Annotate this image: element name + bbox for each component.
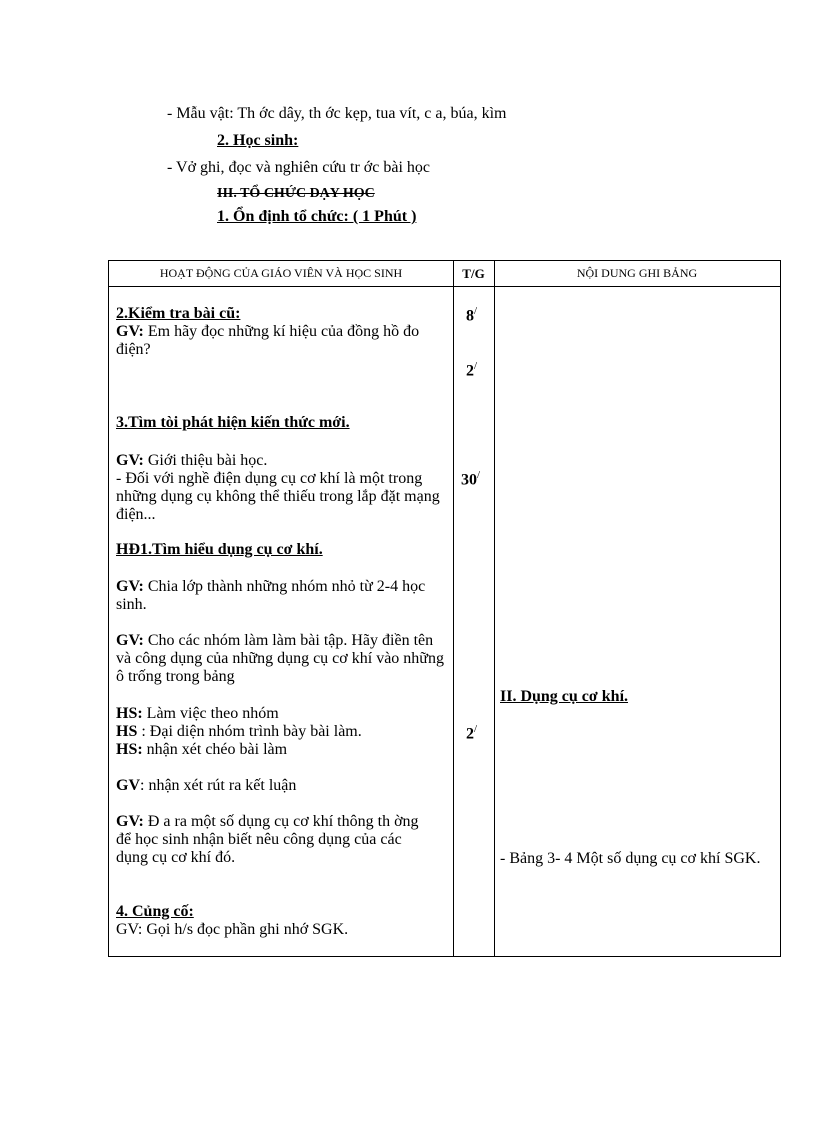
gv-text: Em hãy đọc những kí hiệu của đồng hồ đo điện? (116, 323, 420, 358)
header-divider (109, 286, 780, 287)
gv-question (116, 323, 441, 359)
student-activities (116, 705, 444, 759)
gv-label: GV (116, 777, 140, 794)
tools-table-note: - Bảng 3- 4 Một số dụng cụ cơ khí SGK. (500, 850, 761, 867)
introduction-block (116, 452, 444, 524)
hs-label: HS: (116, 741, 143, 758)
consolidate-heading: 4. Củng cố: (116, 903, 194, 920)
time-value: 8/ (466, 305, 478, 325)
gv-text: : nhận xét rút ra kết luận (140, 777, 297, 794)
header-board: NỘI DUNG GHI BẢNG (576, 266, 698, 280)
hs-text: : Đại diện nhóm trình bày bài làm. (137, 723, 362, 740)
hs-label: HS: (116, 705, 143, 722)
gv-label: GV: (116, 632, 144, 649)
gv-text: Giới thiệu bài học. (143, 452, 268, 469)
gv-label: GV: (116, 323, 144, 340)
discover-heading: 3.Tìm tòi phát hiện kiến thức mới. (116, 414, 350, 431)
teacher-conclusion (116, 777, 444, 795)
group-division (116, 578, 441, 614)
students-heading: 2. Học sinh: (217, 132, 299, 149)
gv-text: Cho các nhóm làm làm bài tập. Hãy điền tên và công dụng của những dụng cụ cơ khí vào những ô trống trong bảng (116, 632, 444, 685)
gv-text: Đ a ra một số dụng cụ cơ khí thông th ờng để học sinh nhận biết nêu công dụng của các dụng cụ cơ khí đó. (116, 813, 419, 866)
time-value: 30/ (461, 469, 481, 489)
column-divider (453, 261, 454, 956)
group-exercise (116, 632, 444, 686)
time-value: 2/ (466, 360, 478, 380)
gv-text: Chia lớp thành những nhóm nhỏ từ 2-4 học sinh. (116, 578, 426, 613)
hs-text: Làm việc theo nhóm (142, 705, 279, 722)
column-divider (494, 261, 495, 956)
header-time: T/G (462, 266, 485, 281)
header-activities: HOẠT ĐỘNG CỦA GIÁO VIÊN VÀ HỌC SINH (159, 266, 403, 280)
gv-label: GV: (116, 578, 144, 595)
lesson-table (108, 260, 781, 957)
tool-examples (116, 813, 436, 867)
activities-column (116, 305, 441, 359)
stabilize-heading: 1. Ổn định tổ chức: ( 1 Phút ) (217, 208, 417, 225)
gv-label: GV: (116, 813, 144, 830)
hs-text: nhận xét chéo bài làm (142, 741, 288, 758)
consolidation-block (116, 903, 444, 939)
introduction-detail: - Đối với nghề điện dụng cụ cơ khí là một trong những dụng cụ không thể thiếu trong lắp đặt mạng điện... (116, 470, 440, 523)
hd1-heading: HĐ1.Tìm hiểu dụng cụ cơ khí. (116, 541, 323, 558)
materials-line: - Mẫu vật: Th ớc dây, th ớc kẹp, tua vít, c a, búa, kìm (167, 105, 507, 122)
gv-label: GV: (116, 452, 144, 469)
students-line: - Vở ghi, đọc và nghiên cứu tr ớc bài học (167, 159, 431, 176)
organization-heading: III. TỔ CHỨC DẠY HỌC (217, 186, 375, 201)
consolidate-text: GV: Gọi h/s đọc phần ghi nhớ SGK. (116, 921, 349, 938)
hs-label: HS (116, 723, 138, 740)
tools-section-heading: II. Dụng cụ cơ khí. (500, 688, 629, 705)
check-heading: 2.Kiểm tra bài cũ: (116, 305, 241, 322)
time-value: 2/ (466, 723, 478, 743)
